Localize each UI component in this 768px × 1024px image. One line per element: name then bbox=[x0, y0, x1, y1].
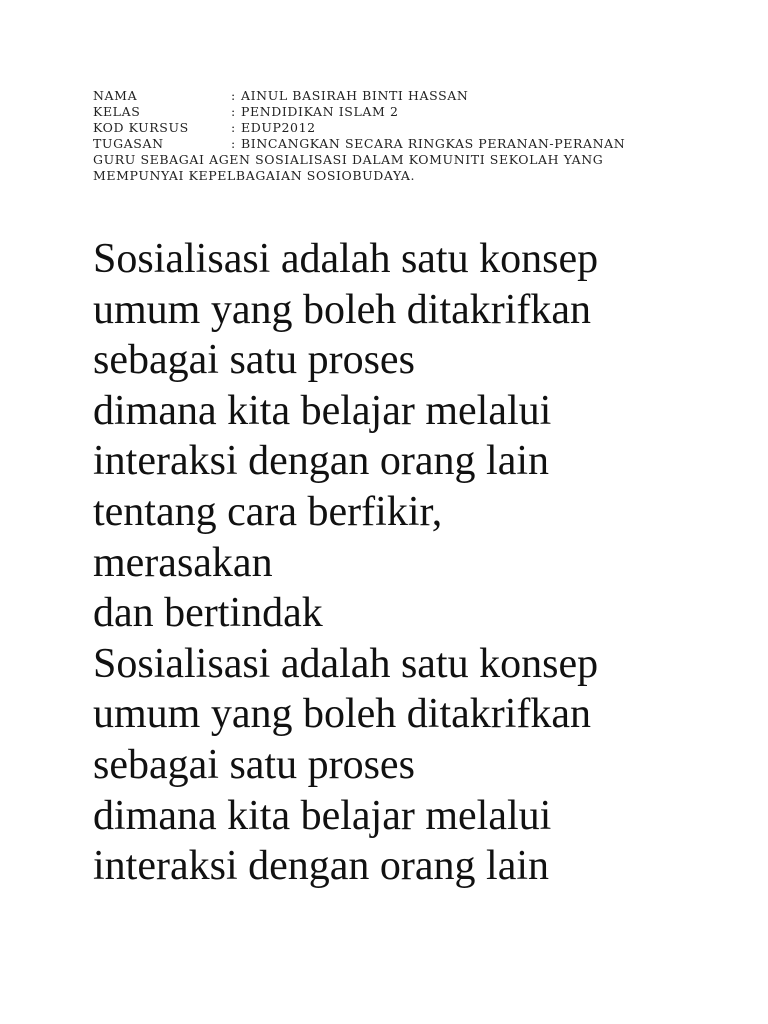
body-line: umum yang boleh ditakrifkan bbox=[93, 691, 592, 738]
header-label: TUGASAN bbox=[93, 136, 164, 151]
body-line: dimana kita belajar melalui bbox=[93, 387, 552, 434]
body-line: Sosialisasi adalah satu konsep bbox=[93, 640, 599, 687]
header-value: AINUL BASIRAH BINTI HASSAN bbox=[241, 88, 469, 103]
header-row-tugasan bbox=[93, 136, 673, 152]
body-line: dimana kita belajar melalui bbox=[93, 792, 552, 839]
essay-body bbox=[93, 234, 753, 892]
assignment-header bbox=[93, 88, 673, 184]
header-label: KOD KURSUS bbox=[93, 120, 189, 135]
body-line: interaksi dengan orang lain bbox=[93, 438, 550, 485]
header-row-kod-kursus bbox=[93, 120, 673, 136]
header-label: NAMA bbox=[93, 88, 138, 103]
body-line: umum yang boleh ditakrifkan bbox=[93, 286, 592, 333]
header-value: BINCANGKAN SECARA RINGKAS PERANAN-PERANAN bbox=[241, 136, 626, 151]
body-line: tentang cara berfikir, bbox=[93, 488, 443, 535]
body-line: sebagai satu proses bbox=[93, 337, 415, 384]
header-row-kelas bbox=[93, 104, 673, 120]
body-line: Sosialisasi adalah satu konsep bbox=[93, 236, 599, 282]
body-line: dan bertindak bbox=[93, 590, 323, 637]
body-line: interaksi dengan orang lain bbox=[93, 843, 550, 890]
header-separator: : bbox=[231, 120, 236, 135]
body-line: sebagai satu proses bbox=[93, 741, 415, 788]
tugasan-continuation-line: MEMPUNYAI KEPELBAGAIAN SOSIOBUDAYA. bbox=[93, 168, 416, 183]
header-separator: : bbox=[231, 104, 236, 119]
header-value: EDUP2012 bbox=[241, 120, 316, 135]
body-line: merasakan bbox=[93, 539, 273, 586]
header-separator: : bbox=[231, 88, 236, 103]
header-label: KELAS bbox=[93, 104, 141, 119]
header-value: PENDIDIKAN ISLAM 2 bbox=[241, 104, 399, 119]
header-separator: : bbox=[231, 136, 236, 151]
header-row-nama bbox=[93, 88, 673, 104]
tugasan-continuation-line: GURU SEBAGAI AGEN SOSIALISASI DALAM KOMUNITI SEKOLAH YANG bbox=[93, 152, 604, 167]
